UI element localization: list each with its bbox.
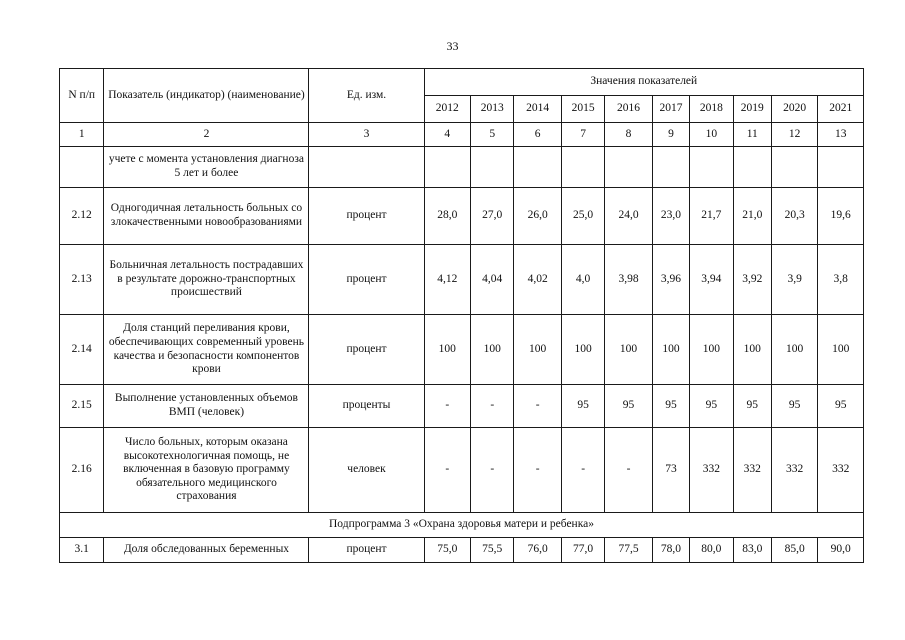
value-cell: 73 — [652, 428, 689, 513]
value-cell: 100 — [652, 315, 689, 385]
value-cell: 332 — [690, 428, 733, 513]
value-cell: 19,6 — [818, 188, 864, 245]
header-year: 2014 — [514, 96, 561, 123]
value-cell — [652, 147, 689, 188]
header-year: 2019 — [733, 96, 771, 123]
header-year: 2017 — [652, 96, 689, 123]
row-number: 2.13 — [60, 245, 104, 315]
unit-cell: человек — [309, 428, 424, 513]
value-cell: - — [514, 428, 561, 513]
header-name: Показатель (индикатор) (наименование) — [104, 69, 309, 123]
value-cell: 20,3 — [771, 188, 817, 245]
unit-cell: процент — [309, 245, 424, 315]
row-number: 2.16 — [60, 428, 104, 513]
value-cell: 83,0 — [733, 538, 771, 563]
value-cell: 100 — [424, 315, 470, 385]
value-cell: 95 — [818, 385, 864, 428]
indicator-name: Больничная летальность пострадавших в результате дорожно-транспортных происшествий — [104, 245, 309, 315]
column-index: 9 — [652, 123, 689, 147]
value-cell: 100 — [818, 315, 864, 385]
value-cell: 100 — [471, 315, 514, 385]
header-year: 2016 — [605, 96, 652, 123]
value-cell: 25,0 — [561, 188, 604, 245]
header-year: 2018 — [690, 96, 733, 123]
value-cell: - — [471, 385, 514, 428]
value-cell: 3,96 — [652, 245, 689, 315]
row-number: 2.14 — [60, 315, 104, 385]
value-cell: 21,7 — [690, 188, 733, 245]
header-year: 2012 — [424, 96, 470, 123]
value-cell — [424, 147, 470, 188]
value-cell: 100 — [605, 315, 652, 385]
row-number — [60, 147, 104, 188]
value-cell: 4,12 — [424, 245, 470, 315]
header-year: 2020 — [771, 96, 817, 123]
value-cell: 28,0 — [424, 188, 470, 245]
value-cell: 332 — [771, 428, 817, 513]
value-cell — [733, 147, 771, 188]
column-index: 12 — [771, 123, 817, 147]
value-cell: 3,92 — [733, 245, 771, 315]
row-number: 2.12 — [60, 188, 104, 245]
value-cell: 3,8 — [818, 245, 864, 315]
subprogram-title: Подпрограмма 3 «Охрана здоровья матери и ребенка» — [60, 513, 864, 538]
table-row — [60, 538, 864, 563]
value-cell: - — [424, 385, 470, 428]
value-cell: 3,9 — [771, 245, 817, 315]
value-cell: - — [471, 428, 514, 513]
value-cell: 21,0 — [733, 188, 771, 245]
column-index: 8 — [605, 123, 652, 147]
value-cell: 77,5 — [605, 538, 652, 563]
value-cell: 4,02 — [514, 245, 561, 315]
value-cell: 80,0 — [690, 538, 733, 563]
value-cell: 95 — [690, 385, 733, 428]
header-num: N п/п — [60, 69, 104, 123]
indicator-name: Выполнение установленных объемов ВМП (человек) — [104, 385, 309, 428]
value-cell: 23,0 — [652, 188, 689, 245]
value-cell: 90,0 — [818, 538, 864, 563]
indicator-name: учете с момента установления диагноза 5 лет и более — [104, 147, 309, 188]
value-cell: - — [514, 385, 561, 428]
column-index: 13 — [818, 123, 864, 147]
indicators-table — [59, 68, 864, 563]
header-year: 2013 — [471, 96, 514, 123]
subprogram-row — [60, 513, 864, 538]
value-cell: 77,0 — [561, 538, 604, 563]
value-cell: 95 — [605, 385, 652, 428]
value-cell: 4,04 — [471, 245, 514, 315]
column-index: 10 — [690, 123, 733, 147]
value-cell: 75,5 — [471, 538, 514, 563]
value-cell: 100 — [690, 315, 733, 385]
header-year: 2021 — [818, 96, 864, 123]
page-number: 33 — [446, 39, 459, 53]
column-index: 1 — [60, 123, 104, 147]
value-cell: 24,0 — [605, 188, 652, 245]
column-index: 6 — [514, 123, 561, 147]
value-cell: 95 — [652, 385, 689, 428]
value-cell — [514, 147, 561, 188]
unit-cell — [309, 147, 424, 188]
value-cell — [561, 147, 604, 188]
value-cell: 3,98 — [605, 245, 652, 315]
indicator-name: Доля обследованных беременных — [104, 538, 309, 563]
header-values: Значения показателей — [424, 69, 863, 96]
unit-cell: процент — [309, 188, 424, 245]
column-index: 2 — [104, 123, 309, 147]
row-number: 3.1 — [60, 538, 104, 563]
value-cell: 332 — [818, 428, 864, 513]
indicator-name: Число больных, которым оказана высокотехнологичная помощь, не включенная в базовую программу обязательного медицинского страхования — [104, 428, 309, 513]
value-cell: 332 — [733, 428, 771, 513]
value-cell: 100 — [733, 315, 771, 385]
header-row — [60, 69, 864, 96]
value-cell: 95 — [771, 385, 817, 428]
table-row — [60, 188, 864, 245]
column-index: 5 — [471, 123, 514, 147]
header-unit: Ед. изм. — [309, 69, 424, 123]
table-row — [60, 315, 864, 385]
value-cell: 27,0 — [471, 188, 514, 245]
column-index: 4 — [424, 123, 470, 147]
value-cell — [605, 147, 652, 188]
unit-cell: проценты — [309, 385, 424, 428]
table-row — [60, 428, 864, 513]
column-index: 3 — [309, 123, 424, 147]
value-cell: 78,0 — [652, 538, 689, 563]
unit-cell: процент — [309, 538, 424, 563]
value-cell: 26,0 — [514, 188, 561, 245]
value-cell: 3,94 — [690, 245, 733, 315]
value-cell — [818, 147, 864, 188]
value-cell: 100 — [514, 315, 561, 385]
value-cell: 95 — [561, 385, 604, 428]
value-cell: - — [605, 428, 652, 513]
value-cell: - — [424, 428, 470, 513]
unit-cell: процент — [309, 315, 424, 385]
table-row — [60, 385, 864, 428]
indicator-name: Доля станций переливания крови, обеспечивающих современный уровень качества и безопасности компонентов крови — [104, 315, 309, 385]
column-index-row — [60, 123, 864, 147]
header-year: 2015 — [561, 96, 604, 123]
value-cell — [690, 147, 733, 188]
column-index: 7 — [561, 123, 604, 147]
row-number: 2.15 — [60, 385, 104, 428]
table-row-continuation — [60, 147, 864, 188]
table-row — [60, 245, 864, 315]
value-cell: 76,0 — [514, 538, 561, 563]
value-cell — [771, 147, 817, 188]
value-cell: 100 — [771, 315, 817, 385]
value-cell: 75,0 — [424, 538, 470, 563]
value-cell: 100 — [561, 315, 604, 385]
value-cell: 85,0 — [771, 538, 817, 563]
value-cell: 95 — [733, 385, 771, 428]
indicator-name: Одногодичная летальность больных со злокачественными новообразованиями — [104, 188, 309, 245]
value-cell: 4,0 — [561, 245, 604, 315]
column-index: 11 — [733, 123, 771, 147]
value-cell — [471, 147, 514, 188]
value-cell: - — [561, 428, 604, 513]
